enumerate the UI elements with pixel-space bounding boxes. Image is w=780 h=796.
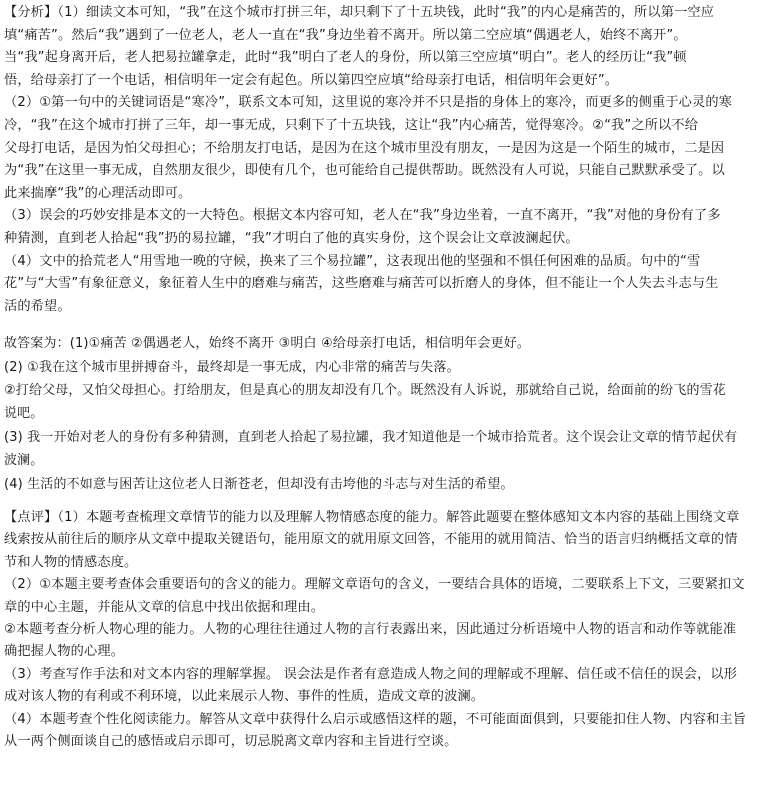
analysis-line: 花”与“大雪”有象征意义，象征着人生中的磨难与痛苦，这些磨难与痛苦可以折磨人的身体，但不能让一个人失去斗志与生 (4, 276, 719, 292)
comment-line: 节和人物的情感态度。 (4, 554, 138, 570)
analysis-line: 填“痛苦”。然后“我”遇到了一位老人，老人一直在“我”身边坐着不离开。所以第二空应填“偶遇老人，始终不离开”。 (4, 27, 687, 43)
answer-line: 波澜。 (4, 453, 44, 469)
analysis-line: 悟，给母亲打了一个电话，相信明年一定会有起色。所以第四空应填“给母亲打电话，相信明年会更好”。 (4, 72, 619, 88)
answer-line: 故答案为：(1)①痛苦 ②偶遇老人，始终不离开 ③明白 ④给母亲打电话，相信明年会更好。 (4, 336, 531, 352)
analysis-section (4, 0, 776, 318)
answer-line: (2) ①我在这个城市里拼搏奋斗，最终却是一事无成，内心非常的痛苦与失落。 (4, 359, 460, 375)
comment-line: 成对该人物的有利或不利环境，以此来展示人物、事件的性质，造成文章的波澜。 (4, 689, 485, 705)
analysis-line: （4）文中的拾荒老人“用雪地一晚的守候，换来了三个易拉罐”，这表现出他的坚强和不惧任何困难的品质。句中的“雪 (4, 253, 701, 269)
comment-line: 确把握人物的心理。 (4, 644, 125, 660)
analysis-line: 当“我”起身离开后，老人把易拉罐拿走，此时“我”明白了老人的身份，所以第三空应填“明白”。老人的经历让“我”顿 (4, 50, 687, 66)
analysis-line: 此来揣摩“我”的心理活动即可。 (4, 185, 192, 201)
analysis-line: 活的希望。 (4, 298, 71, 314)
comment-line: （3）考查写作手法和对文本内容的理解掌握。 误会法是作者有意造成人物之间的理解或不理解、信任或不信任的误会，以形 (4, 666, 738, 682)
comment-line: 从一两个侧面谈自己的感悟或启示即可，切忌脱离文章内容和主旨进行空谈。 (4, 733, 458, 749)
comment-line: 章的中心主题，并能从文章的信息中找出依据和理由。 (4, 599, 325, 615)
analysis-line: （3）误会的巧妙安排是本文的一大特色。根据文本内容可知，老人在“我”身边坐着，一直不离开，“我”对他的身份有了多 (4, 208, 721, 224)
comment-line: （2）①本题主要考查体会重要语句的含义的能力。理解文章语句的含义，一要结合具体的语境，二要联系上下文，三要紧扣文 (4, 577, 745, 593)
answer-line: ②打给父母，又怕父母担心。打给朋友，但是真心的朋友却没有几个。既然没有人诉说，那就给自己说，给面前的纷飞的雪花 (4, 383, 726, 399)
answer-line: 说吧。 (4, 406, 44, 422)
analysis-line: 种猜测，直到老人拾起“我”扔的易拉罐，“我”才明白了他的真实身份，这个误会让文章波澜起伏。 (4, 230, 579, 246)
analysis-line: （2）①第一句中的关键词语是“寒冷”，联系文本可知，这里说的寒冷并不只是指的身体上的寒冷，而更多的侧重于心灵的寒 (4, 95, 733, 111)
analysis-line: 【分析】（1）细读文本可知，“我”在这个城市打拼三年，却只剩下了十五块钱，此时“我”的内心是痛苦的，所以第一空应 (4, 5, 715, 20)
comment-section (4, 507, 776, 753)
comment-line: 【点评】（1）本题考查梳理文章情节的能力以及理解人物情感态度的能力。解答此题要在整体感知文本内容的基础上围绕文章 (4, 510, 740, 526)
comment-line: （4）本题考查个性化阅读能力。解答从文章中获得什么启示或感悟这样的题，不可能面面俱到，只要能扣住人物、内容和主旨 (4, 711, 747, 727)
analysis-line: 父母打电话，是因为怕父母担心；不给朋友打电话，是因为在这个城市里没有朋友，一是因为这是一个陌生的城市，二是因 (4, 140, 725, 156)
answer-line: (3) 我一开始对老人的身份有多种猜测，直到老人拾起了易拉罐，我才知道他是一个城市拾荒者。这个误会让文章的情节起伏有 (4, 429, 738, 445)
answer-line: (4) 生活的不如意与困苦让这位老人日渐苍老，但却没有击垮他的斗志与对生活的希望。 (4, 476, 514, 492)
answers-section (4, 332, 776, 496)
comment-line: 线索按从前往后的顺序从文章中提取关键语句，能用原文的就用原文回答，不能用的就用简洁、恰当的语言归纳概括文章的情 (4, 532, 738, 548)
comment-line: ②本题考查分析人物心理的能力。人物的心理往往通过人物的言行表露出来，因此通过分析语境中人物的语言和动作等就能准 (4, 622, 737, 637)
analysis-line: 冷，“我”在这个城市打拼了三年，却一事无成，只剩下了十五块钱，这让“我”内心痛苦，觉得寒冷。②“我”之所以不给 (4, 117, 699, 133)
analysis-line: 为“我”在这里一事无成，自然朋友很少，即使有几个，也可能给自己提供帮助。既然没有人可说，只能自己默默承受了。以 (4, 163, 725, 179)
